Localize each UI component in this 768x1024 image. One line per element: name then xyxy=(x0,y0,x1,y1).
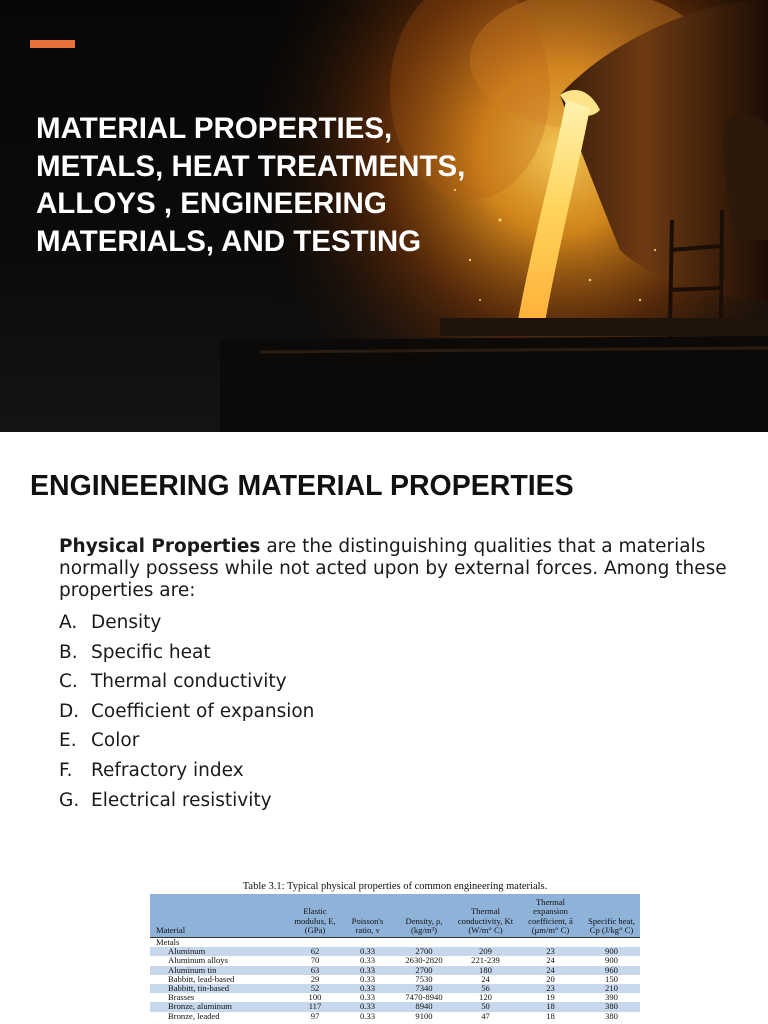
list-item xyxy=(59,667,314,697)
value-cell: 390 xyxy=(605,993,618,1003)
intro-text: are the distinguishing qualities that a materials normally possess while not acted upon by external forces. Among these properties are: xyxy=(59,536,727,601)
column-header: Thermal conductivity, Kt (W/m° C) xyxy=(453,894,518,938)
value-cell: 960 xyxy=(583,966,640,975)
value-cell: 2630-2820 xyxy=(405,956,443,966)
table-row xyxy=(150,984,640,993)
value-cell: 7530 xyxy=(415,974,433,984)
list-item xyxy=(59,726,314,756)
value-cell: 52 xyxy=(290,984,340,993)
value-cell: 24 xyxy=(518,966,583,975)
value-cell: 29 xyxy=(310,974,320,984)
value-cell: 63 xyxy=(290,966,340,975)
material-cell: Bronze, aluminum xyxy=(150,1002,290,1011)
value-cell: 150 xyxy=(605,974,618,984)
value-cell: 7340 xyxy=(395,984,453,993)
list-text: Color xyxy=(91,730,140,752)
list-item xyxy=(59,756,314,786)
table-caption: Table 3.1: Typical physical properties of common engineering materials. xyxy=(242,881,548,892)
list-item xyxy=(59,638,314,668)
column-header: Elastic modulus, E, (GPa) xyxy=(290,894,340,938)
list-text: Refractory index xyxy=(91,759,244,781)
value-cell: 180 xyxy=(453,966,518,975)
list-letter: D. xyxy=(59,700,80,722)
properties-table xyxy=(150,894,640,1021)
value-cell: 20 xyxy=(546,974,555,984)
material-cell: Aluminum tin xyxy=(150,966,290,975)
table-row xyxy=(150,947,640,956)
group-label: Metals xyxy=(156,937,180,947)
value-cell: 24 xyxy=(481,974,490,984)
intro-paragraph xyxy=(59,536,749,602)
value-cell: 0.33 xyxy=(340,984,395,993)
value-cell: 2700 xyxy=(395,966,453,975)
table-row xyxy=(150,956,640,965)
value-cell: 0.33 xyxy=(340,966,395,975)
column-header: Density, ρ, (kg/m³) xyxy=(395,894,453,938)
material-cell: Aluminum xyxy=(150,947,290,956)
value-cell: 120 xyxy=(479,993,492,1003)
list-item xyxy=(59,608,314,638)
table-row xyxy=(150,966,640,975)
value-cell: 47 xyxy=(481,1011,490,1021)
list-text: Density xyxy=(91,612,162,633)
table-row xyxy=(150,993,640,1002)
value-cell: 380 xyxy=(605,1011,618,1021)
value-cell: 380 xyxy=(583,1002,640,1011)
value-cell: 900 xyxy=(605,956,618,966)
table-row xyxy=(150,975,640,984)
value-cell: 209 xyxy=(453,947,518,956)
material-cell: Aluminum alloys xyxy=(168,956,228,966)
material-cell: Bronze, leaded xyxy=(168,1011,220,1021)
title-line-1: MATERIAL PROPERTIES, xyxy=(36,112,393,145)
column-header: Poisson's ratio, ν xyxy=(340,894,395,938)
value-cell: 70 xyxy=(310,956,320,966)
list-letter: F. xyxy=(59,759,73,781)
list-letter: B. xyxy=(59,641,78,663)
value-cell: 221-239 xyxy=(471,956,500,966)
value-cell: 0.33 xyxy=(359,1011,376,1021)
value-cell: 100 xyxy=(308,993,322,1003)
material-cell: Brasses xyxy=(168,993,195,1003)
title-line-4: MATERIALS, AND TESTING xyxy=(36,224,422,258)
material-cell: Babbitt, tin-based xyxy=(150,984,290,993)
title-line-2: METALS, HEAT TREATMENTS, xyxy=(36,149,466,183)
list-text: Coefficient of expansion xyxy=(91,700,315,722)
material-cell: Babbitt, lead-based xyxy=(168,974,235,984)
slide-heading: ENGINEERING MATERIAL PROPERTIES xyxy=(30,470,574,502)
list-letter: E. xyxy=(59,730,77,752)
accent-bar xyxy=(30,40,75,48)
content-slide xyxy=(0,432,768,1024)
value-cell: 9100 xyxy=(415,1011,433,1021)
list-item xyxy=(59,786,314,816)
value-cell: 18 xyxy=(518,1002,583,1011)
value-cell: 23 xyxy=(518,984,583,993)
value-cell: 24 xyxy=(546,956,555,966)
value-cell: 8940 xyxy=(395,1002,453,1011)
value-cell: 0.33 xyxy=(340,947,395,956)
value-cell: 7470-8940 xyxy=(405,993,443,1003)
table-header-row xyxy=(150,894,640,938)
value-cell: 0.33 xyxy=(359,974,376,984)
value-cell: 0.33 xyxy=(359,956,376,966)
table-body xyxy=(150,938,640,1021)
list-item xyxy=(59,697,314,727)
column-header: Specific heat, Cp (J/kg° C) xyxy=(583,894,640,938)
table-row xyxy=(150,1012,640,1021)
value-cell: 0.33 xyxy=(340,1002,395,1011)
intro-term: Physical Properties xyxy=(59,536,261,557)
value-cell: 50 xyxy=(453,1002,518,1011)
column-header: Thermal expansion coefficient, ā (μm/m° C) xyxy=(518,894,583,938)
value-cell: 210 xyxy=(583,984,640,993)
title-slide xyxy=(0,0,768,432)
presentation-title xyxy=(36,110,506,260)
list-text: Specific heat xyxy=(91,641,211,663)
list-text: Thermal conductivity xyxy=(91,671,287,693)
list-letter: A. xyxy=(59,612,78,633)
properties-table-figure xyxy=(150,880,640,1021)
column-header: Material xyxy=(150,894,290,938)
value-cell: 56 xyxy=(453,984,518,993)
value-cell: 117 xyxy=(290,1002,340,1011)
value-cell: 900 xyxy=(583,947,640,956)
value-cell: 19 xyxy=(546,993,555,1003)
list-letter: C. xyxy=(59,671,78,693)
table-group-row xyxy=(150,938,640,948)
value-cell: 2700 xyxy=(395,947,453,956)
value-cell: 23 xyxy=(518,947,583,956)
table-row xyxy=(150,1002,640,1011)
value-cell: 18 xyxy=(546,1011,555,1021)
list-text: Electrical resistivity xyxy=(91,789,272,811)
list-letter: G. xyxy=(59,789,80,811)
title-line-3: ALLOYS , ENGINEERING xyxy=(36,187,387,220)
value-cell: 97 xyxy=(310,1011,320,1021)
value-cell: 0.33 xyxy=(359,993,376,1003)
value-cell: 62 xyxy=(290,947,340,956)
property-list xyxy=(59,608,314,815)
